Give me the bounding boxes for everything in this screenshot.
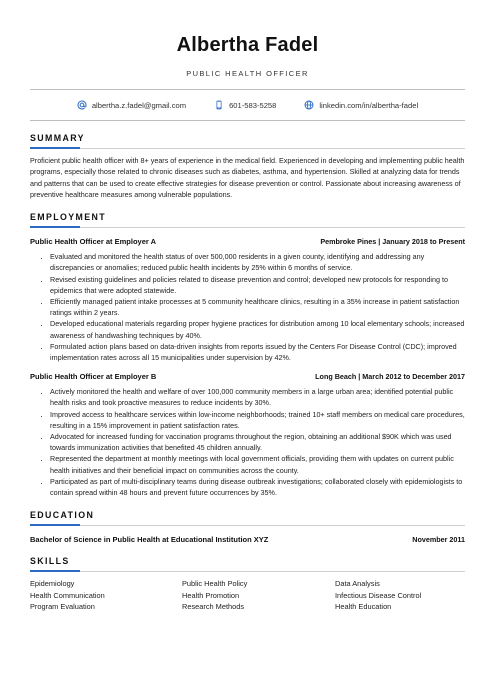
email-text: albertha.z.fadel@gmail.com: [91, 100, 187, 110]
education-heading: EDUCATION: [30, 510, 95, 521]
globe-icon: [304, 100, 314, 110]
job-bullet: • Participated as part of multi-disciplinary teams during disease outbreak investigations; collaborated closely with epidemiologists to contain spread within 48 hours and prevent future occurrences by 35%.: [50, 476, 465, 498]
employment-heading: EMPLOYMENT: [30, 212, 107, 223]
employment-underline: [30, 227, 465, 228]
job-entry: [30, 236, 465, 363]
job-meta: Pembroke Pines | January 2018 to Present: [320, 237, 465, 247]
skill-item: Epidemiology: [30, 579, 75, 589]
job-title: Public Health Officer at Employer B: [30, 372, 157, 382]
skills-heading: SKILLS: [30, 556, 70, 567]
degree: Bachelor of Science in Public Health at Educational Institution XYZ: [30, 535, 269, 545]
job-bullet: • Improved access to healthcare services within low-income neighborhoods; trained 10+ staff members on medical care procedures, resulting in a 15% improvement in patient satisfaction rates.: [50, 409, 465, 431]
job-bullet: • Revised existing guidelines and policies related to disease prevention and control; developed new protocols for responding to epidemics that were adopted statewide.: [50, 274, 465, 296]
skills-underline: [30, 571, 465, 572]
at-sign-icon: [77, 100, 87, 110]
job-title: PUBLIC HEALTH OFFICER: [186, 69, 309, 78]
skills-grid: [30, 578, 465, 612]
job-bullet: • Formulated action plans based on data-driven insights from reports issued by the Centers For Disease Control (CDC); improved implementation rates across all 15 municipalities under supervision by 42%.: [50, 341, 465, 363]
skill-item: Program Evaluation: [30, 601, 95, 611]
education-underline: [30, 525, 465, 526]
linkedin-text: linkedin.com/in/albertha-fadel: [319, 100, 419, 110]
skill-item: Infectious Disease Control: [335, 590, 422, 600]
contact-email[interactable]: [77, 100, 186, 110]
contact-divider: [30, 120, 465, 121]
candidate-name: Albertha Fadel: [176, 34, 319, 56]
job-entry: [30, 371, 465, 498]
summary-underline: [30, 148, 465, 149]
education-date: November 2011: [412, 535, 465, 545]
skill-item: Health Promotion: [182, 590, 240, 600]
job-bullet: • Represented the department at monthly meetings with local government officials, providing them with updates on current public health initiatives and their beneficial impact on communities across the county.: [50, 453, 465, 475]
summary-heading: SUMMARY: [30, 133, 85, 143]
skill-item: Research Methods: [182, 601, 245, 611]
job-bullet: • Developed educational materials regarding proper hygiene practices for distribution among 10 local elementary schools; increased awareness of handwashing techniques by 40%.: [50, 318, 465, 340]
education-entry: [30, 535, 465, 544]
job-bullet: • Evaluated and monitored the health status of over 500,000 residents in a given county, identifying and addressing any discrepancies or anomalies; reduced public health incidents by 25% within 6 months of service.: [50, 251, 465, 273]
skill-item: Health Education: [335, 601, 392, 611]
contact-linkedin[interactable]: [304, 100, 418, 110]
job-meta: Long Beach | March 2012 to December 2017: [315, 372, 465, 382]
skill-item: Data Analysis: [335, 579, 380, 589]
phone-text: 601-583-5258: [229, 100, 277, 110]
job-bullets: [30, 386, 465, 498]
phone-icon: [214, 100, 224, 110]
job-bullets: [30, 251, 465, 363]
contact-phone[interactable]: [214, 100, 276, 110]
summary-text: Proficient public health officer with 8+ years of experience in the medical field. Experienced in developing and implementing public health programs, especially those related to chronic diseases such as diabetes, asthma, and hypertension. Skilled at analyzing data for trends and patterns that can be used to create effective strategies for disease prevention or control. Passionate about increasing awareness of preventive healthcare measures among vulnerable populations.: [30, 156, 465, 199]
contact-bar: [30, 90, 465, 120]
job-bullet: • Actively monitored the health and welfare of over 100,000 community members in a large urban area; identified potential public health risks and took proactive measures to reduce incidents by 30%.: [50, 386, 465, 408]
job-bullet: • Efficiently managed patient intake processes at 5 community healthcare clinics, resulting in a 35% increase in patient satisfaction ratings within 2 years.: [50, 296, 465, 318]
job-bullet: • Advocated for increased funding for vaccination programs throughout the region, obtaining an additional $90K which was used towards immunization activities that benefited 45 children annually.: [50, 431, 465, 453]
skill-item: Public Health Policy: [182, 579, 248, 589]
job-title: Public Health Officer at Employer A: [30, 237, 157, 247]
skill-item: Health Communication: [30, 590, 105, 600]
